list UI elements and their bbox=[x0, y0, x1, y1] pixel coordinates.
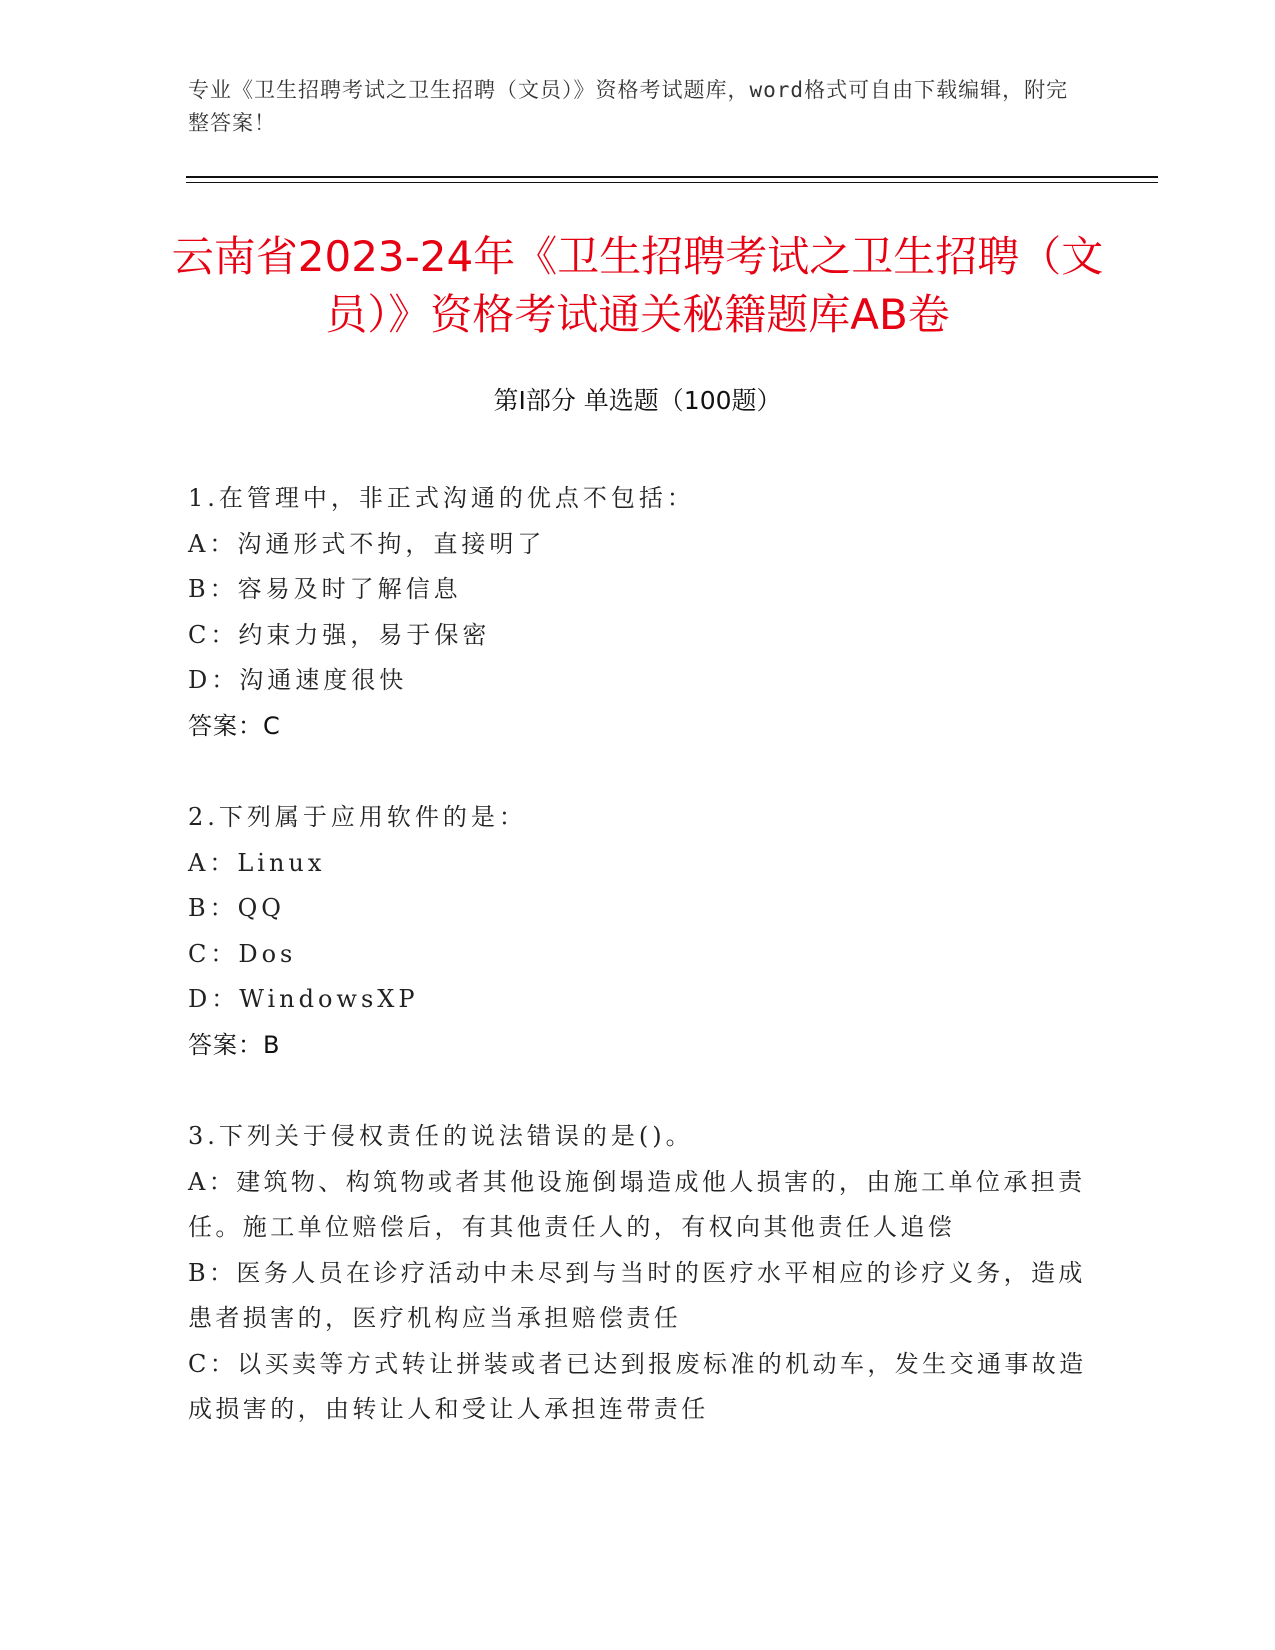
header-note: 专业《卫生招聘考试之卫生招聘（文员）》资格考试题库，word格式可自由下载编辑，附完整答案！ bbox=[188, 78, 1069, 135]
answer: 答案：C bbox=[188, 711, 281, 740]
question-stem: 3.下列关于侵权责任的说法错误的是()。 bbox=[188, 1122, 694, 1150]
question-block bbox=[188, 795, 1088, 1068]
answer: 答案：B bbox=[188, 1030, 281, 1059]
option-c: C：约束力强，易于保密 bbox=[188, 620, 491, 649]
option-c: C：以买卖等方式转让拼装或者已达到报废标准的机动车，发生交通事故造成损害的，由转让人和受让人承担连带责任 bbox=[188, 1349, 1087, 1423]
option-d: D：WindowsXP bbox=[188, 985, 419, 1013]
question-stem: 2.下列属于应用软件的是： bbox=[188, 803, 527, 831]
document-title: 云南省2023-24年《卫生招聘考试之卫生招聘（文员）》资格考试通关秘籍题库AB卷 bbox=[171, 232, 1104, 339]
option-a: A：建筑物、构筑物或者其他设施倒塌造成他人损害的，由施工单位承担责任。施工单位赔偿后，有其他责任人的，有权向其他责任人追偿 bbox=[188, 1167, 1086, 1241]
question-block bbox=[188, 476, 1088, 749]
option-b: B：容易及时了解信息 bbox=[188, 575, 462, 603]
option-b: B：QQ bbox=[188, 894, 285, 922]
option-a: A：沟通形式不拘，直接明了 bbox=[188, 529, 546, 558]
question-stem: 1.在管理中，非正式沟通的优点不包括： bbox=[188, 484, 695, 512]
header-rule-thin bbox=[186, 182, 1158, 183]
option-c: C：Dos bbox=[188, 939, 297, 968]
question-block bbox=[188, 1114, 1088, 1433]
option-b: B：医务人员在诊疗活动中未尽到与当时的医疗水平相应的诊疗义务，造成患者损害的，医疗机构应当承担赔偿责任 bbox=[188, 1258, 1086, 1332]
option-a: A：Linux bbox=[188, 848, 326, 877]
header-rule-thick bbox=[186, 176, 1158, 178]
section-title: 第Ⅰ部分 单选题（100题） bbox=[493, 386, 782, 415]
option-d: D：沟通速度很快 bbox=[188, 666, 408, 694]
